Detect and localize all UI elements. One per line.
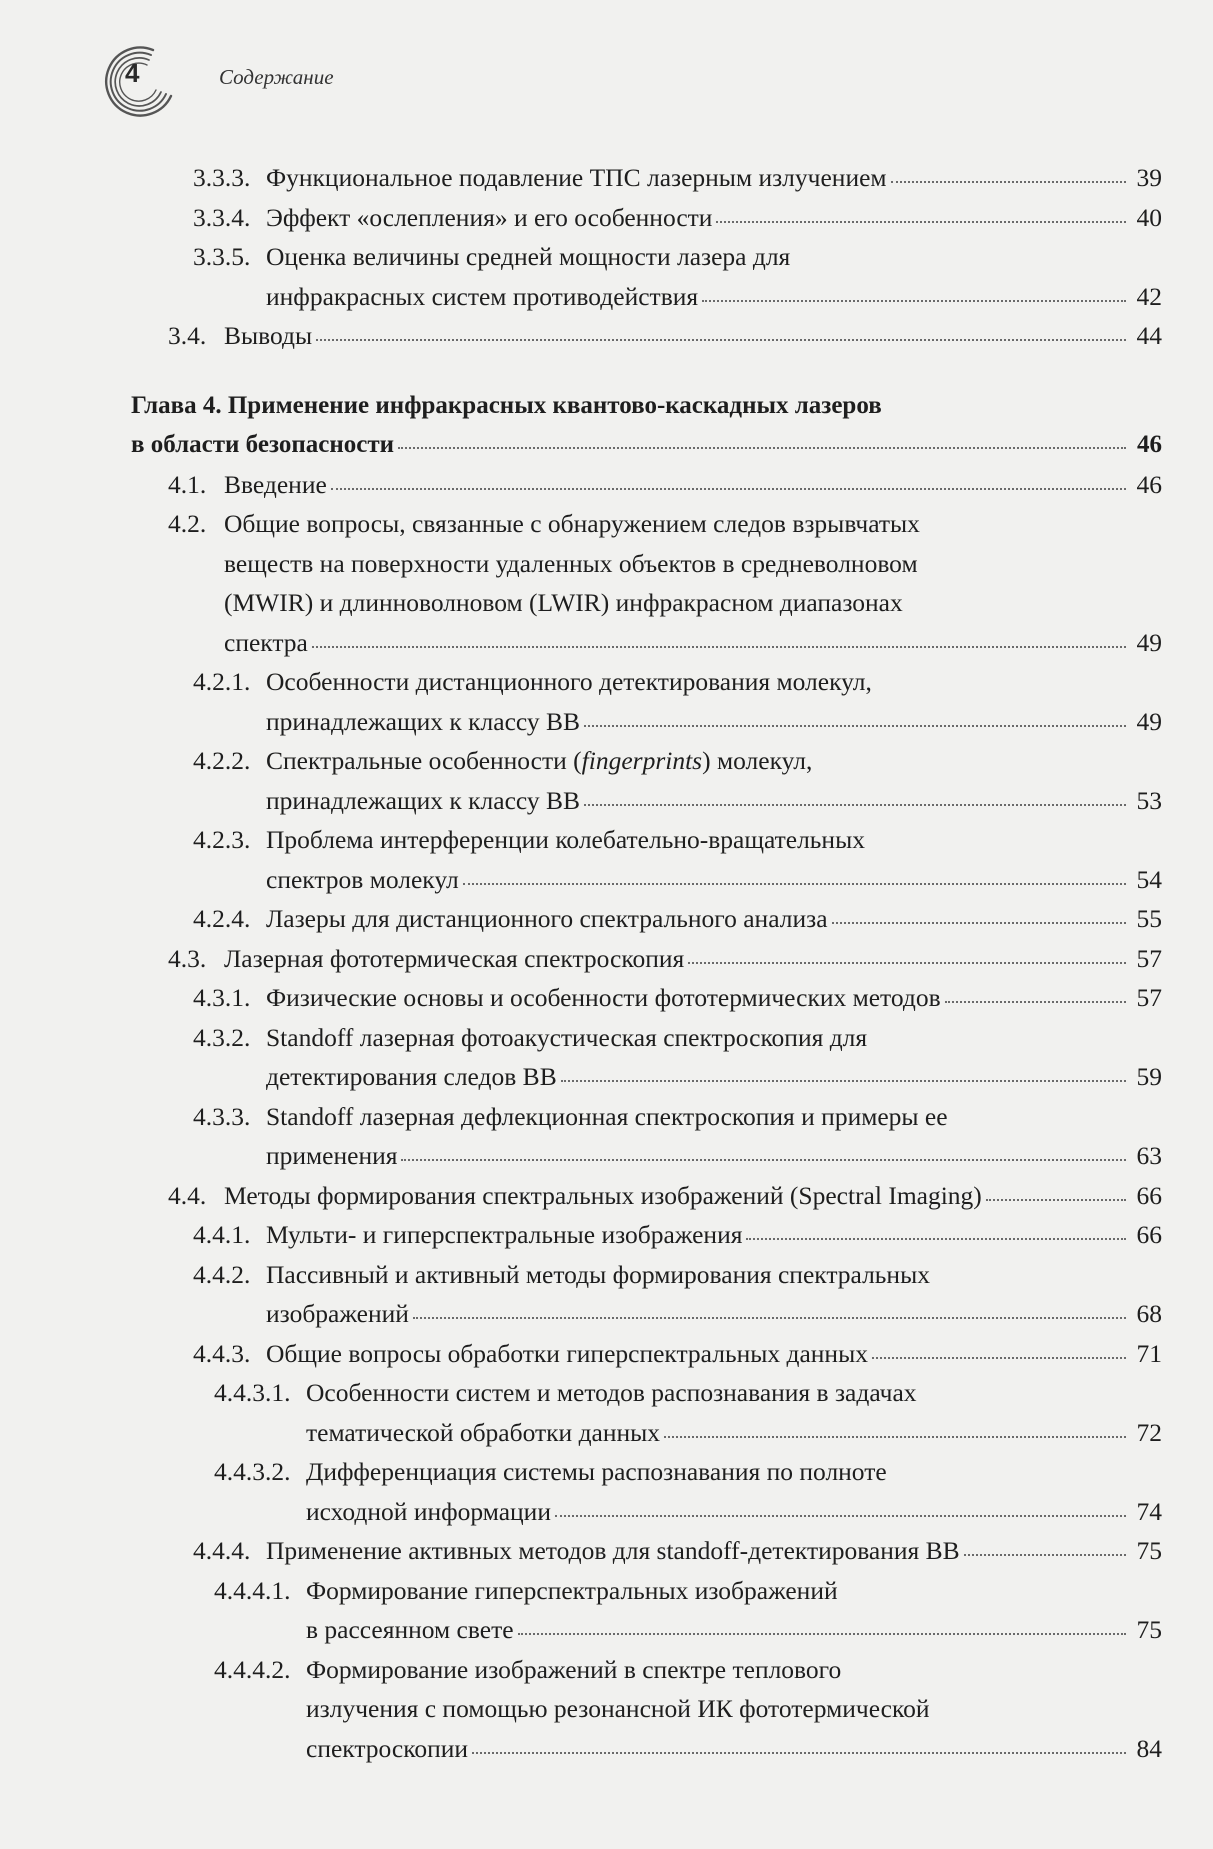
running-title: Содержание (219, 65, 334, 89)
toc-entry-line: применения 63 (266, 1136, 1162, 1176)
toc-entry-line: Мульти- и гиперспектральные изображения 66 (266, 1215, 1162, 1255)
toc-entry-page: 57 (1136, 983, 1162, 1012)
toc-entry-title (0, 237, 1162, 316)
dot-leader (463, 883, 1126, 885)
toc-entry-number: 4.4.2. (193, 1259, 251, 1289)
toc-entry (0, 1571, 1213, 1650)
toc-entry-line: Функциональное подавление ТПС лазерным излучением 39 (266, 158, 1162, 198)
toc-entry (0, 1334, 1213, 1374)
toc-entry-number: 3.3.4. (193, 202, 251, 232)
dot-leader (945, 1001, 1126, 1003)
toc-entry (0, 1255, 1213, 1334)
page-number: 4 (125, 58, 140, 88)
dot-leader (555, 1515, 1126, 1517)
toc-entry-page: 53 (1136, 785, 1162, 815)
toc-entry (0, 1452, 1213, 1531)
toc-entry-number: 3.3.5. (193, 242, 251, 271)
toc-entry (0, 939, 1213, 979)
toc-entry (0, 662, 1213, 741)
toc-entry-line: в области безопасности 46 (131, 425, 1162, 465)
toc-entry-title (0, 1531, 1162, 1571)
dot-leader (312, 646, 1126, 648)
toc-entry-line: Выводы 44 (224, 316, 1162, 356)
toc-entry-number: 4.3.1. (193, 983, 251, 1012)
toc-entry (0, 237, 1213, 316)
toc-entry-number: 4.1. (168, 469, 207, 499)
toc-entry-number: 4.3.2. (193, 1022, 251, 1052)
toc-entry-page: 55 (1136, 904, 1162, 933)
toc-entry-line: Спектральные особенности (fingerprints) молекул, (266, 746, 813, 775)
toc-entry-title (0, 1571, 1162, 1650)
toc-entry-line: принадлежащих к классу ВВ 49 (266, 702, 1162, 742)
toc-entry-title (0, 386, 1162, 465)
toc-entry-number: 4.4.4.2. (214, 1654, 291, 1684)
toc-entry-number: 4.4.4. (193, 1536, 251, 1565)
toc-entry-line: Standoff лазерная фотоакустическая спектроскопия для (266, 1022, 868, 1052)
toc-entry (0, 1097, 1213, 1176)
toc-entry-title (0, 1215, 1162, 1255)
toc-entry (0, 504, 1213, 662)
toc-entry-page: 59 (1136, 1062, 1162, 1091)
toc-entry-line: Общие вопросы, связанные с обнаружением следов взрывчатых (224, 509, 920, 538)
toc-entry-line: Особенности дистанционного детектирования молекул, (266, 667, 872, 696)
toc-entry-title (0, 1018, 1162, 1097)
toc-entry-line: Применение активных методов для standoff-детектирования ВВ 75 (266, 1531, 1162, 1571)
toc-entry-line: Формирование гиперспектральных изображений (306, 1575, 838, 1605)
toc-entry-number: 4.4.4.1. (214, 1575, 291, 1605)
toc-entry-title (0, 1452, 1162, 1531)
toc-entry (0, 1018, 1213, 1097)
toc-entry (0, 465, 1213, 505)
toc-entry (0, 1373, 1213, 1452)
toc-entry (0, 1531, 1213, 1571)
table-of-contents (0, 158, 1213, 1768)
toc-entry-line: инфракрасных систем противодействия 42 (266, 277, 1162, 317)
toc-entry-line: Лазеры для дистанционного спектрального анализа 55 (266, 899, 1162, 939)
toc-entry-number: 4.4.3.2. (214, 1457, 291, 1486)
toc-entry-line: Общие вопросы обработки гиперспектральных данных 71 (266, 1334, 1162, 1374)
toc-entry (0, 198, 1213, 238)
toc-entry-page: 66 (1136, 1180, 1162, 1210)
toc-entry-line: Оценка величины средней мощности лазера для (266, 242, 791, 271)
toc-entry-line: Введение 46 (224, 465, 1162, 505)
dot-leader (518, 1633, 1126, 1635)
toc-entry (0, 386, 1213, 465)
toc-entry-page: 75 (1136, 1615, 1162, 1644)
toc-entry-page: 46 (1137, 431, 1162, 458)
toc-entry-page: 84 (1136, 1733, 1162, 1763)
toc-entry-line: исходной информации 74 (306, 1492, 1162, 1532)
toc-entry (0, 978, 1213, 1018)
toc-entry-page: 42 (1136, 281, 1162, 311)
toc-entry-line: Глава 4. Применение инфракрасных квантово-каскадных лазеров (131, 391, 882, 419)
toc-entry-line: принадлежащих к классу ВВ 53 (266, 781, 1162, 821)
dot-leader (331, 488, 1126, 490)
toc-entry-line: тематической обработки данных 72 (306, 1413, 1162, 1453)
toc-entry (0, 158, 1213, 198)
toc-entry-line: Пассивный и активный методы формирования спектральных (266, 1259, 930, 1289)
toc-entry-line: спектроскопии 84 (306, 1729, 1162, 1769)
toc-entry-line: в рассеянном свете 75 (306, 1610, 1162, 1650)
toc-entry (0, 316, 1213, 356)
toc-entry-line: Лазерная фототермическая спектроскопия 57 (224, 939, 1162, 979)
toc-entry-line: излучения с помощью резонансной ИК фототермической (306, 1694, 930, 1723)
toc-entry-number: 3.4. (168, 321, 207, 350)
dot-leader (584, 725, 1126, 727)
toc-entry-title (0, 820, 1162, 899)
toc-entry-number: 4.2.1. (193, 667, 251, 696)
toc-entry-title (0, 1334, 1162, 1374)
toc-entry-title (0, 1650, 1162, 1769)
toc-entry-page: 68 (1136, 1299, 1162, 1328)
toc-entry-title (0, 741, 1162, 820)
toc-entry-line: спектров молекул 54 (266, 860, 1162, 900)
toc-entry-line: Standoff лазерная дефлекционная спектроскопия и примеры ее (266, 1101, 948, 1131)
toc-entry-line: Физические основы и особенности фототермических методов 57 (266, 978, 1162, 1018)
toc-entry-number: 4.2.2. (193, 746, 251, 775)
toc-entry-title (0, 899, 1162, 939)
toc-entry (0, 741, 1213, 820)
toc-entry-title (0, 1373, 1162, 1452)
dot-leader (986, 1199, 1126, 1201)
toc-entry-number: 4.2. (168, 509, 207, 538)
toc-entry (0, 1650, 1213, 1769)
toc-entry-page: 75 (1136, 1536, 1162, 1565)
toc-entry-page: 44 (1136, 321, 1162, 350)
toc-entry-page: 54 (1136, 864, 1162, 894)
toc-entry-number: 4.4.3.1. (214, 1378, 291, 1407)
toc-entry-line: Методы формирования спектральных изображений (Spectral Imaging) 66 (224, 1176, 1162, 1216)
toc-entry (0, 899, 1213, 939)
toc-entry-number: 4.4.3. (193, 1338, 251, 1368)
toc-entry-title (0, 1255, 1162, 1334)
toc-entry-line: Проблема интерференции колебательно-вращательных (266, 825, 865, 854)
toc-entry-line: (MWIR) и длинноволновом (LWIR) инфракрасном диапазонах (224, 588, 903, 617)
toc-entry-number: 3.3.3. (193, 163, 251, 192)
toc-entry-page: 46 (1136, 469, 1162, 499)
toc-entry-line: Эффект «ослепления» и его особенности 40 (266, 198, 1162, 238)
dot-leader (398, 447, 1126, 449)
italic-term: fingerprints (581, 746, 703, 775)
toc-entry-line: спектра 49 (224, 623, 1162, 663)
toc-entry-line: изображений 68 (266, 1294, 1162, 1334)
toc-entry-page: 71 (1136, 1338, 1162, 1368)
dot-leader (964, 1554, 1126, 1556)
toc-entry-title (0, 158, 1162, 198)
dot-leader (746, 1238, 1126, 1240)
toc-entry-title (0, 662, 1162, 741)
dot-leader (702, 300, 1126, 302)
dot-leader (716, 221, 1126, 223)
dot-leader (584, 804, 1126, 806)
dot-leader (561, 1080, 1126, 1082)
page-header (93, 38, 693, 128)
dot-leader (832, 922, 1126, 924)
toc-entry-page: 57 (1136, 943, 1162, 973)
toc-entry-number: 4.2.4. (193, 904, 251, 933)
toc-entry-page: 66 (1136, 1220, 1162, 1249)
dot-leader (872, 1357, 1126, 1359)
toc-entry-title (0, 1097, 1162, 1176)
toc-entry-line: Формирование изображений в спектре теплового (306, 1654, 842, 1684)
toc-entry-title (0, 978, 1162, 1018)
toc-entry (0, 1176, 1213, 1216)
toc-entry-number: 4.3. (168, 943, 207, 973)
toc-entry-page: 39 (1136, 163, 1162, 192)
toc-entry-page: 72 (1136, 1417, 1162, 1447)
toc-entry-page: 74 (1136, 1496, 1162, 1526)
toc-entry-number: 4.2.3. (193, 825, 251, 854)
toc-entry-line: детектирования следов ВВ 59 (266, 1057, 1162, 1097)
toc-entry-line: веществ на поверхности удаленных объектов в средневолновом (224, 548, 918, 578)
toc-entry (0, 820, 1213, 899)
dot-leader (891, 181, 1126, 183)
toc-entry-number: 4.3.3. (193, 1101, 251, 1131)
dot-leader (688, 962, 1126, 964)
toc-entry-title (0, 198, 1162, 238)
dot-leader (413, 1317, 1126, 1319)
dot-leader (401, 1159, 1126, 1161)
toc-entry-page: 63 (1136, 1141, 1162, 1170)
toc-entry (0, 1215, 1213, 1255)
toc-entry-page: 49 (1136, 627, 1162, 657)
toc-entry-page: 49 (1136, 706, 1162, 736)
toc-entry-number: 4.4. (168, 1180, 207, 1210)
dot-leader (664, 1436, 1126, 1438)
toc-entry-line: Дифференциация системы распознавания по полноте (306, 1457, 887, 1486)
dot-leader (316, 339, 1126, 341)
dot-leader (472, 1752, 1126, 1754)
toc-entry-number: 4.4.1. (193, 1220, 251, 1249)
toc-entry-line: Особенности систем и методов распознавания в задачах (306, 1378, 917, 1407)
toc-entry-page: 40 (1136, 202, 1162, 232)
